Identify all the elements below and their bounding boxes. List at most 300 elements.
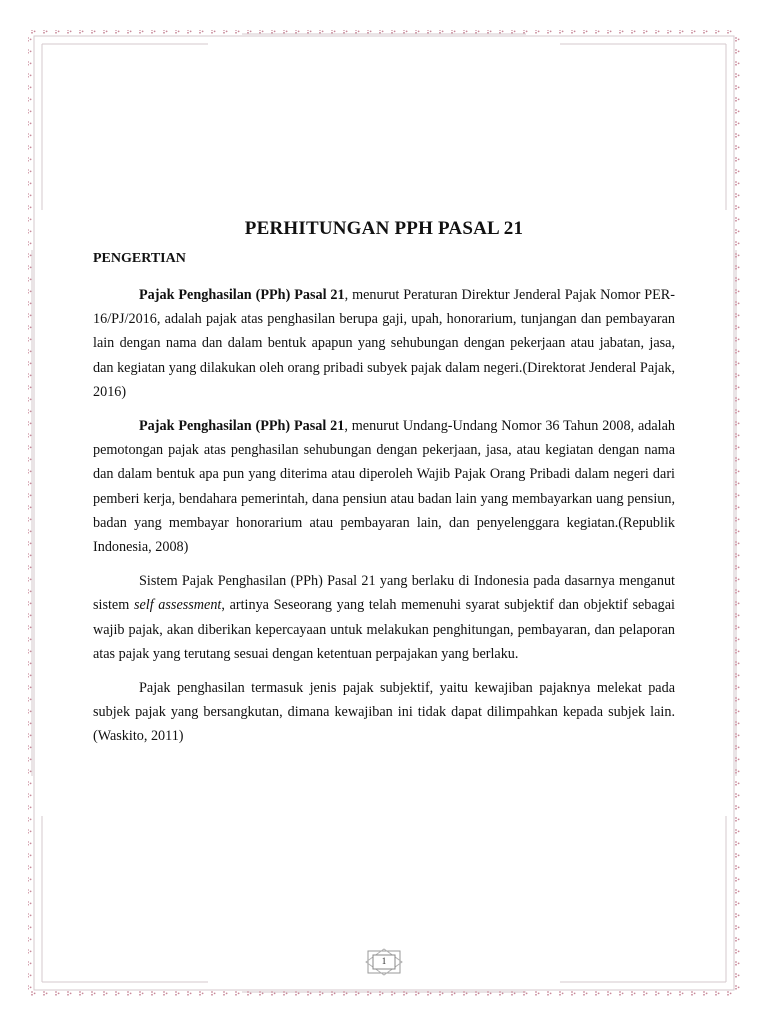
border-dot [103, 32, 105, 34]
border-dot [94, 993, 96, 995]
border-dot [28, 880, 29, 882]
border-dot [738, 903, 740, 905]
border-dot [735, 556, 737, 558]
border-dot [30, 447, 32, 449]
border-dot [30, 615, 32, 617]
border-dot [28, 352, 29, 354]
border-dot [28, 973, 29, 975]
border-dot [28, 712, 29, 714]
border-dot [619, 994, 621, 996]
border-dot [730, 31, 732, 33]
border-dot [379, 994, 381, 996]
border-dot [28, 760, 29, 762]
border-dot [738, 555, 740, 557]
border-dot [28, 160, 29, 162]
border-dot [738, 543, 740, 545]
border-dot [28, 604, 29, 606]
border-dot [28, 277, 29, 279]
border-dot [738, 171, 740, 173]
border-dot [643, 30, 645, 31]
border-dot [91, 994, 93, 996]
border-dot [735, 49, 737, 51]
border-dot [28, 784, 29, 786]
border-dot [28, 292, 29, 294]
border-dot [619, 991, 621, 993]
border-dot [28, 661, 29, 663]
border-dot [28, 184, 29, 186]
border-dot [418, 31, 420, 33]
border-dot [735, 373, 737, 375]
border-dot [379, 30, 381, 31]
border-dot [214, 31, 216, 33]
border-dot [30, 399, 32, 401]
border-dot [274, 993, 276, 995]
border-dot [475, 32, 477, 34]
border-dot [28, 865, 29, 867]
border-dot [307, 32, 309, 34]
border-dot [735, 841, 737, 843]
border-dot [694, 993, 696, 995]
border-dot [271, 32, 273, 34]
border-dot [151, 30, 153, 31]
border-dot [735, 952, 737, 954]
border-dot [307, 30, 309, 31]
border-dot [28, 529, 29, 531]
border-dot [28, 148, 29, 150]
border-dot [175, 32, 177, 34]
page-number-badge [364, 948, 404, 976]
border-dot [430, 993, 432, 995]
border-dot [475, 30, 477, 31]
border-dot [403, 991, 405, 993]
border-dot [499, 32, 501, 34]
border-dot [199, 991, 201, 993]
border-dot [634, 993, 636, 995]
border-dot [28, 61, 29, 63]
border-dot [667, 32, 669, 34]
border-dot [583, 32, 585, 34]
border-dot [463, 991, 465, 993]
border-dot [28, 952, 29, 954]
border-dot [598, 993, 600, 995]
border-dot [30, 567, 32, 569]
border-dot [735, 880, 737, 882]
border-dot [738, 255, 740, 257]
border-dot [631, 32, 633, 34]
border-dot [738, 303, 740, 305]
border-dot [574, 993, 576, 995]
border-dot [28, 664, 29, 666]
border-dot [738, 567, 740, 569]
paragraph-1-bold-lead: Pajak Penghasilan (PPh) Pasal 21 [139, 287, 345, 303]
border-dot [163, 32, 165, 34]
border-dot [28, 580, 29, 582]
border-dot [691, 32, 693, 34]
border-dot [115, 32, 117, 34]
border-dot [28, 457, 29, 459]
border-dot [735, 136, 737, 138]
border-dot [115, 991, 117, 993]
border-dot [727, 994, 729, 996]
border-dot [735, 304, 737, 306]
border-dot [730, 993, 732, 995]
border-dot [619, 32, 621, 34]
border-dot [735, 724, 737, 726]
border-dot [394, 993, 396, 995]
border-dot [28, 400, 29, 402]
border-dot [738, 783, 740, 785]
border-dot [735, 253, 737, 255]
border-dot [30, 63, 32, 65]
border-dot [238, 993, 240, 995]
border-dot [403, 32, 405, 34]
border-dot [735, 988, 737, 990]
border-dot [28, 121, 29, 123]
border-dot [738, 423, 740, 425]
border-dot [655, 30, 657, 31]
border-dot [442, 31, 444, 33]
border-dot [163, 30, 165, 31]
border-dot [28, 100, 29, 102]
border-dot [738, 471, 740, 473]
border-dot [187, 32, 189, 34]
border-dot [28, 781, 29, 783]
border-dot [562, 31, 564, 33]
border-dot [28, 904, 29, 906]
border-dot [43, 32, 45, 34]
border-dot [715, 30, 717, 31]
border-dot [738, 267, 740, 269]
border-dot [379, 991, 381, 993]
border-dot [738, 159, 740, 161]
border-dot [30, 831, 32, 833]
border-dot [655, 32, 657, 34]
border-dot [738, 483, 740, 485]
border-dot [30, 903, 32, 905]
border-dot [514, 31, 516, 33]
border-dot [735, 772, 737, 774]
border-dot [735, 184, 737, 186]
border-dot [30, 663, 32, 665]
border-dot [28, 709, 29, 711]
border-dot [415, 994, 417, 996]
border-dot [30, 507, 32, 509]
border-dot [28, 424, 29, 426]
border-dot [735, 652, 737, 654]
border-dot [738, 531, 740, 533]
border-dot [28, 172, 29, 174]
border-dot [70, 993, 72, 995]
border-dot [28, 64, 29, 66]
border-dot [223, 30, 225, 31]
border-dot [394, 31, 396, 33]
border-dot [738, 459, 740, 461]
border-dot [735, 181, 737, 183]
border-dot [30, 207, 32, 209]
border-dot [735, 649, 737, 651]
border-dot [28, 208, 29, 210]
border-dot [30, 975, 32, 977]
border-dot [28, 733, 29, 735]
border-dot [28, 145, 29, 147]
paragraph-3 [93, 569, 675, 666]
border-dot [738, 387, 740, 389]
border-dot [735, 37, 737, 39]
border-dot [343, 30, 345, 31]
border-dot [28, 685, 29, 687]
border-dot [655, 991, 657, 993]
border-dot [28, 853, 29, 855]
border-dot [310, 31, 312, 33]
border-dot [30, 51, 32, 53]
border-dot [30, 915, 32, 917]
border-dot [735, 100, 737, 102]
border-dot [735, 664, 737, 666]
border-dot [738, 87, 740, 89]
border-dot [28, 433, 29, 435]
border-dot [586, 31, 588, 33]
border-dot [735, 916, 737, 918]
border-dot [30, 147, 32, 149]
border-dot [454, 993, 456, 995]
border-dot [406, 993, 408, 995]
border-dot [28, 913, 29, 915]
border-dot [331, 991, 333, 993]
border-dot [735, 193, 737, 195]
border-dot [738, 843, 740, 845]
border-dot [343, 991, 345, 993]
border-dot [379, 32, 381, 34]
border-dot [28, 265, 29, 267]
border-dot [718, 31, 720, 33]
border-dot [735, 976, 737, 978]
border-dot [550, 31, 552, 33]
border-dot [735, 748, 737, 750]
page-title: PERHITUNGAN PPH PASAL 21 [244, 218, 524, 239]
border-dot [738, 351, 740, 353]
border-dot [703, 991, 705, 993]
border-dot [28, 925, 29, 927]
border-dot [738, 687, 740, 689]
border-dot [738, 771, 740, 773]
border-dot [319, 994, 321, 996]
border-dot [28, 268, 29, 270]
border-dot [28, 724, 29, 726]
border-dot [738, 927, 740, 929]
border-dot [415, 30, 417, 31]
border-dot [535, 994, 537, 996]
border-dot [430, 31, 432, 33]
border-dot [463, 994, 465, 996]
border-dot [235, 30, 237, 31]
border-dot [735, 961, 737, 963]
border-dot [271, 30, 273, 31]
border-dot [738, 183, 740, 185]
border-dot [28, 109, 29, 111]
border-dot [511, 991, 513, 993]
border-dot [30, 183, 32, 185]
paragraph-4-text: Pajak penghasilan termasuk jenis pajak subjektif, yaitu kewajiban pajaknya melekat pada subjek pajak yang bersangkutan, dimana kewajiban ini tidak dapat dilimpahkan kepada subjek lain. (Waskito, 2011) [93, 680, 675, 745]
border-dot [735, 340, 737, 342]
border-dot [526, 31, 528, 33]
border-dot [30, 603, 32, 605]
border-dot [28, 136, 29, 138]
border-dot [28, 961, 29, 963]
border-dot [331, 994, 333, 996]
border-dot [91, 991, 93, 993]
border-dot [58, 993, 60, 995]
border-dot [30, 795, 32, 797]
border-dot [735, 493, 737, 495]
border-dot [499, 991, 501, 993]
border-dot [307, 994, 309, 996]
border-dot [30, 963, 32, 965]
border-dot [382, 31, 384, 33]
border-dot [738, 819, 740, 821]
border-dot [30, 267, 32, 269]
border-dot [343, 994, 345, 996]
border-dot [28, 196, 29, 198]
border-dot [439, 991, 441, 993]
border-dot [28, 193, 29, 195]
border-dot [28, 577, 29, 579]
border-dot [622, 31, 624, 33]
border-dot [30, 807, 32, 809]
border-dot [391, 991, 393, 993]
border-dot [28, 340, 29, 342]
border-dot [28, 841, 29, 843]
border-dot [523, 994, 525, 996]
border-dot [28, 892, 29, 894]
border-dot [499, 30, 501, 31]
border-dot [30, 495, 32, 497]
border-dot [415, 991, 417, 993]
border-dot [46, 993, 48, 995]
border-dot [175, 30, 177, 31]
border-dot [127, 994, 129, 996]
border-dot [738, 939, 740, 941]
border-dot [738, 795, 740, 797]
border-dot [735, 88, 737, 90]
border-dot [583, 30, 585, 31]
border-dot [151, 32, 153, 34]
border-dot [735, 40, 737, 42]
border-dot [682, 31, 684, 33]
border-dot [439, 994, 441, 996]
paragraph-2 [93, 414, 675, 559]
border-dot [735, 805, 737, 807]
border-dot [478, 993, 480, 995]
border-dot [82, 31, 84, 33]
border-dot [451, 991, 453, 993]
border-dot [738, 435, 740, 437]
border-dot [187, 991, 189, 993]
border-dot [30, 843, 32, 845]
border-dot [703, 994, 705, 996]
border-dot [619, 30, 621, 31]
border-dot [735, 937, 737, 939]
border-dot [735, 985, 737, 987]
paragraph-1-text: , menurut Peraturan Direktur Jenderal Pajak Nomor PER-16/PJ/2016, adalah pajak atas penghasilan berupa gaji, upah, honorarium, tunjangan dan pembayaran lain dengan nama dan dalam bentuk apapun yang sehubungan dengan pekerjaan atau jabatan, jasa, dan kegiatan yang dilakukan oleh orang pribadi subyek pajak dalam negeri.(Direktorat Jenderal Pajak, 2016) [93, 287, 675, 400]
border-dot [271, 994, 273, 996]
border-dot [28, 544, 29, 546]
border-dot [735, 208, 737, 210]
border-dot [658, 31, 660, 33]
border-dot [535, 991, 537, 993]
border-dot [738, 963, 740, 965]
border-dot [30, 435, 32, 437]
border-dot [67, 994, 69, 996]
border-dot [30, 555, 32, 557]
border-dot [735, 964, 737, 966]
border-dot [466, 993, 468, 995]
border-dot [331, 30, 333, 31]
border-dot [735, 685, 737, 687]
border-dot [28, 496, 29, 498]
border-dot [735, 892, 737, 894]
border-dot [427, 991, 429, 993]
border-dot [735, 661, 737, 663]
border-dot [670, 993, 672, 995]
border-dot [735, 532, 737, 534]
border-dot [735, 520, 737, 522]
border-dot [451, 30, 453, 31]
border-dot [538, 31, 540, 33]
border-dot [735, 160, 737, 162]
border-dot [735, 376, 737, 378]
border-dot [679, 32, 681, 34]
border-dot [30, 375, 32, 377]
border-dot [738, 399, 740, 401]
border-dot [738, 627, 740, 629]
border-dot [30, 927, 32, 929]
border-dot [502, 31, 504, 33]
border-dot [735, 445, 737, 447]
border-dot [139, 30, 141, 31]
border-dot [30, 627, 32, 629]
border-dot [190, 31, 192, 33]
border-dot [211, 30, 213, 31]
border-dot [735, 820, 737, 822]
border-dot [28, 412, 29, 414]
border-dot [367, 994, 369, 996]
border-dot [28, 988, 29, 990]
border-dot [30, 783, 32, 785]
border-dot [367, 32, 369, 34]
border-dot [735, 625, 737, 627]
border-dot [30, 699, 32, 701]
border-dot [735, 817, 737, 819]
border-dot [28, 448, 29, 450]
border-dot [427, 32, 429, 34]
border-dot [526, 993, 528, 995]
border-dot [691, 991, 693, 993]
border-dot [28, 637, 29, 639]
border-dot [735, 460, 737, 462]
border-dot [67, 32, 69, 34]
border-dot [738, 51, 740, 53]
border-dot [735, 844, 737, 846]
border-dot [586, 993, 588, 995]
border-dot [391, 994, 393, 996]
border-dot [735, 361, 737, 363]
border-dot [735, 412, 737, 414]
border-dot [262, 31, 264, 33]
border-dot [643, 994, 645, 996]
border-dot [735, 73, 737, 75]
border-dot [735, 148, 737, 150]
border-dot [166, 993, 168, 995]
